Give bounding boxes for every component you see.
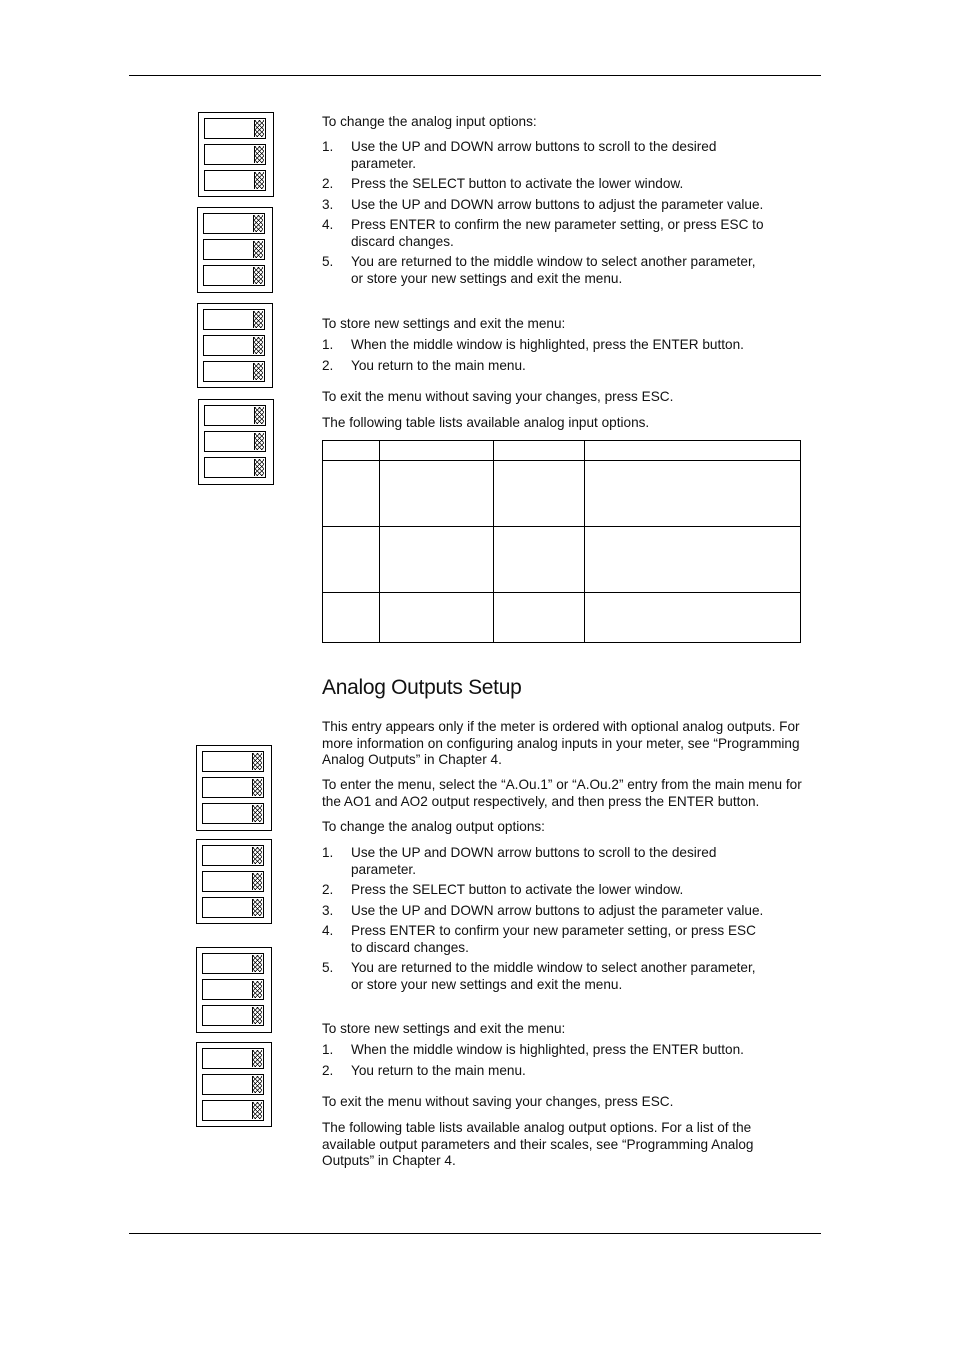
list-item: 4. Press ENTER to confirm the new parameter setting, or press ESC to discard changes.: [322, 217, 764, 249]
input-store-steps: [322, 337, 814, 378]
output-intro-1: This entry appears only if the meter is ordered with optional analog outputs. For more information on configuring analog inputs in your meter, see “Programming Analog Outputs” in Chapter 4.: [322, 719, 800, 767]
list-item: 5. You are returned to the middle window to select another parameter, or store your new settings and exit the menu.: [322, 960, 756, 992]
list-item: 5. You are returned to the middle window to select another parameter, or store your new settings and exit the menu.: [322, 254, 756, 286]
output-change-steps: [322, 845, 814, 997]
list-item: 1. Use the UP and DOWN arrow buttons to scroll to the desired parameter.: [322, 845, 717, 877]
display-graphic: [197, 207, 273, 293]
input-table-intro: The following table lists available analog input options.: [322, 415, 650, 430]
list-item: 3. Use the UP and DOWN arrow buttons to adjust the parameter value.: [322, 902, 764, 918]
input-change-steps: [322, 139, 814, 291]
section-heading: Analog Outputs Setup: [322, 676, 522, 699]
list-item: 1. Use the UP and DOWN arrow buttons to scroll to the desired parameter.: [322, 139, 717, 171]
list-item: 2. You return to the main menu.: [322, 1062, 526, 1078]
table-row: [323, 527, 801, 593]
output-intro-2: To enter the menu, select the “A.Ou.1” or “A.Ou.2” entry from the main menu for the AO1 and AO2 output respectively, and then press the ENTER button.: [322, 777, 802, 809]
list-item: 2. Press the SELECT button to activate the lower window.: [322, 882, 684, 897]
display-graphic: [197, 303, 273, 388]
input-exit-text: To exit the menu without saving your changes, press ESC.: [322, 389, 674, 404]
footer-rule: [129, 1233, 821, 1234]
list-item: 1. When the middle window is highlighted, press the ENTER button.: [322, 337, 744, 352]
display-graphic: [196, 1042, 272, 1127]
list-item: 2. Press the SELECT button to activate the lower window.: [322, 176, 684, 191]
list-item: 1. When the middle window is highlighted, press the ENTER button.: [322, 1042, 744, 1057]
display-graphic: [198, 112, 274, 197]
output-exit-text: To exit the menu without saving your changes, press ESC.: [322, 1094, 674, 1109]
table-row: [323, 461, 801, 527]
list-item: 2. You return to the main menu.: [322, 357, 526, 373]
table-row: [323, 593, 801, 643]
list-item: 3. Use the UP and DOWN arrow buttons to adjust the parameter value.: [322, 196, 764, 212]
header-rule: [129, 75, 821, 76]
list-item: 4. Press ENTER to confirm your new parameter setting, or press ESC to discard changes.: [322, 923, 756, 955]
output-table-intro: The following table lists available analog output options. For a list of the available output parameters and their scales, see “Programming Analog Outputs” in Chapter 4.: [322, 1120, 754, 1168]
output-store-intro: To store new settings and exit the menu:: [322, 1021, 566, 1036]
input-store-intro: To store new settings and exit the menu:: [322, 316, 566, 331]
display-graphic: [198, 399, 274, 485]
display-graphic: [196, 839, 272, 924]
output-change-intro: To change the analog output options:: [322, 819, 545, 834]
input-change-intro: To change the analog input options:: [322, 114, 537, 129]
display-graphic: [196, 947, 272, 1033]
input-options-table: [322, 440, 801, 643]
output-store-steps: [322, 1042, 814, 1083]
table-row: [323, 441, 801, 461]
display-graphic: [196, 745, 272, 831]
